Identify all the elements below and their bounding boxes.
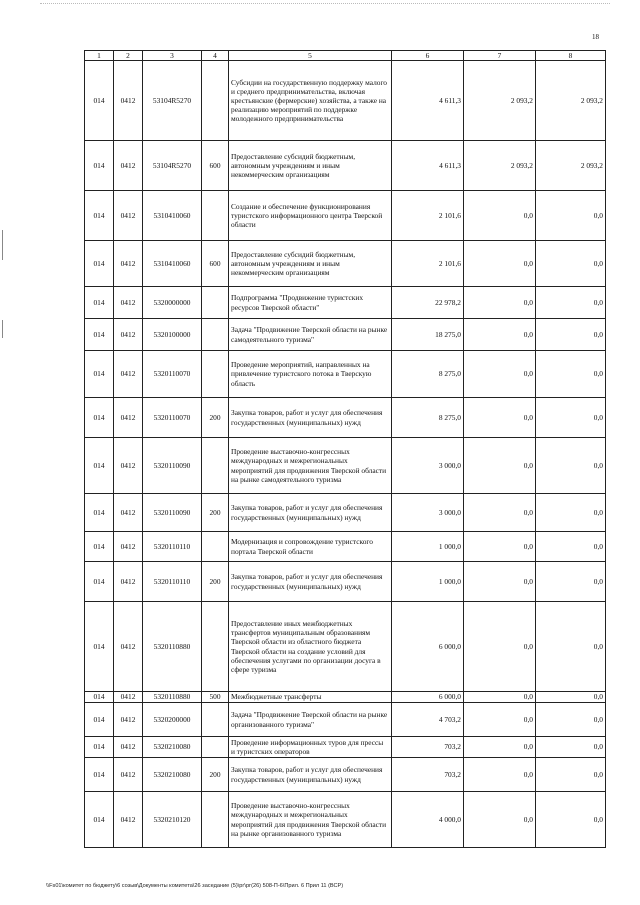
amount-cell: 4 000,0 bbox=[392, 792, 464, 848]
file-path-footer: \\Fs01\комитет по бюджету\6 созыв\Документы комитета\26 заседание (5)\рг\рг(26) 508-П-6\Прил. 6 Прил 11 (ВСР) bbox=[46, 883, 344, 889]
code-cell: 014 bbox=[85, 287, 114, 319]
code-cell: 014 bbox=[85, 562, 114, 602]
amount-cell: 0,0 bbox=[536, 398, 606, 438]
section-cell: 0412 bbox=[114, 792, 143, 848]
target-article-cell: 53104R5270 bbox=[143, 61, 202, 141]
amount-cell: 0,0 bbox=[536, 532, 606, 562]
target-article-cell: 5320110090 bbox=[143, 438, 202, 494]
section-cell: 0412 bbox=[114, 758, 143, 792]
code-cell: 014 bbox=[85, 141, 114, 191]
column-number: 6 bbox=[392, 51, 464, 61]
description-cell: Создание и обеспечение функционирования туристского информационного центра Тверской области bbox=[229, 191, 392, 241]
amount-cell: 18 275,0 bbox=[392, 319, 464, 351]
scan-margin-mark bbox=[2, 230, 3, 260]
description-cell: Предоставление субсидий бюджетным, автономным учреждениям и иным некоммерческим организациям bbox=[229, 241, 392, 287]
code-cell: 014 bbox=[85, 191, 114, 241]
target-article-cell: 5320110110 bbox=[143, 532, 202, 562]
amount-cell: 0,0 bbox=[536, 241, 606, 287]
code-cell: 014 bbox=[85, 703, 114, 737]
section-cell: 0412 bbox=[114, 494, 143, 532]
amount-cell: 0,0 bbox=[464, 351, 536, 398]
expense-type-cell bbox=[202, 703, 229, 737]
amount-cell: 0,0 bbox=[464, 241, 536, 287]
section-cell: 0412 bbox=[114, 287, 143, 319]
target-article-cell: 5320110880 bbox=[143, 602, 202, 692]
section-cell: 0412 bbox=[114, 438, 143, 494]
target-article-cell: 5320110110 bbox=[143, 562, 202, 602]
amount-cell: 0,0 bbox=[536, 287, 606, 319]
code-cell: 014 bbox=[85, 792, 114, 848]
code-cell: 014 bbox=[85, 532, 114, 562]
table-row bbox=[85, 562, 606, 602]
expense-type-cell bbox=[202, 61, 229, 141]
description-cell: Задача "Продвижение Тверской области на рынке самодеятельного туризма" bbox=[229, 319, 392, 351]
amount-cell: 0,0 bbox=[464, 758, 536, 792]
amount-cell: 6 000,0 bbox=[392, 692, 464, 703]
amount-cell: 0,0 bbox=[536, 737, 606, 758]
description-cell: Закупка товаров, работ и услуг для обеспечения государственных (муниципальных) нужд bbox=[229, 398, 392, 438]
code-cell: 014 bbox=[85, 351, 114, 398]
table-row bbox=[85, 141, 606, 191]
expense-type-cell bbox=[202, 191, 229, 241]
expense-type-cell: 200 bbox=[202, 758, 229, 792]
target-article-cell: 5320110070 bbox=[143, 398, 202, 438]
section-cell: 0412 bbox=[114, 602, 143, 692]
amount-cell: 1 000,0 bbox=[392, 532, 464, 562]
amount-cell: 0,0 bbox=[464, 532, 536, 562]
code-cell: 014 bbox=[85, 61, 114, 141]
code-cell: 014 bbox=[85, 692, 114, 703]
table-row bbox=[85, 692, 606, 703]
expense-type-cell: 200 bbox=[202, 398, 229, 438]
code-cell: 014 bbox=[85, 737, 114, 758]
table-row bbox=[85, 61, 606, 141]
amount-cell: 0,0 bbox=[536, 792, 606, 848]
scan-artifact-line bbox=[40, 3, 610, 4]
amount-cell: 0,0 bbox=[464, 319, 536, 351]
expense-type-cell bbox=[202, 319, 229, 351]
target-article-cell: 5310410060 bbox=[143, 191, 202, 241]
section-cell: 0412 bbox=[114, 351, 143, 398]
amount-cell: 2 101,6 bbox=[392, 191, 464, 241]
expense-type-cell bbox=[202, 438, 229, 494]
amount-cell: 0,0 bbox=[536, 602, 606, 692]
amount-cell: 0,0 bbox=[464, 792, 536, 848]
description-cell: Предоставление субсидий бюджетным, автономным учреждениям и иным некоммерческим организациям bbox=[229, 141, 392, 191]
amount-cell: 2 093,2 bbox=[464, 61, 536, 141]
target-article-cell: 5310410060 bbox=[143, 241, 202, 287]
amount-cell: 4 611,3 bbox=[392, 141, 464, 191]
target-article-cell: 5320110070 bbox=[143, 351, 202, 398]
target-article-cell: 5320200000 bbox=[143, 703, 202, 737]
column-number: 3 bbox=[143, 51, 202, 61]
target-article-cell: 5320110090 bbox=[143, 494, 202, 532]
table-row bbox=[85, 737, 606, 758]
amount-cell: 0,0 bbox=[464, 703, 536, 737]
table-row bbox=[85, 758, 606, 792]
expense-type-cell: 600 bbox=[202, 241, 229, 287]
expense-type-cell: 200 bbox=[202, 494, 229, 532]
expense-type-cell: 600 bbox=[202, 141, 229, 191]
code-cell: 014 bbox=[85, 494, 114, 532]
column-number: 2 bbox=[114, 51, 143, 61]
code-cell: 014 bbox=[85, 758, 114, 792]
amount-cell: 0,0 bbox=[536, 703, 606, 737]
section-cell: 0412 bbox=[114, 398, 143, 438]
table-row bbox=[85, 351, 606, 398]
description-cell: Закупка товаров, работ и услуг для обеспечения государственных (муниципальных) нужд bbox=[229, 494, 392, 532]
amount-cell: 0,0 bbox=[536, 438, 606, 494]
description-cell: Закупка товаров, работ и услуг для обеспечения государственных (муниципальных) нужд bbox=[229, 562, 392, 602]
amount-cell: 0,0 bbox=[464, 398, 536, 438]
section-cell: 0412 bbox=[114, 319, 143, 351]
description-cell: Проведение мероприятий, направленных на привлечение туристского потока в Тверскую область bbox=[229, 351, 392, 398]
section-cell: 0412 bbox=[114, 241, 143, 287]
page-number: 18 bbox=[592, 33, 599, 41]
amount-cell: 1 000,0 bbox=[392, 562, 464, 602]
table-row bbox=[85, 532, 606, 562]
amount-cell: 0,0 bbox=[536, 692, 606, 703]
amount-cell: 4 611,3 bbox=[392, 61, 464, 141]
description-cell: Проведение выставочно-конгрессных международных и межрегиональных мероприятий для продвижения Тверской области на рынке организованного туризма bbox=[229, 792, 392, 848]
expense-type-cell bbox=[202, 602, 229, 692]
amount-cell: 0,0 bbox=[464, 692, 536, 703]
description-cell: Предоставление иных межбюджетных трансфертов муниципальным образованиям Тверской области из областного бюджета Тверской области на создание условий для обеспечения услугами по организации досуга в сфере туризма bbox=[229, 602, 392, 692]
column-number: 5 bbox=[229, 51, 392, 61]
code-cell: 014 bbox=[85, 602, 114, 692]
table-row bbox=[85, 602, 606, 692]
table-row bbox=[85, 792, 606, 848]
amount-cell: 0,0 bbox=[464, 191, 536, 241]
code-cell: 014 bbox=[85, 319, 114, 351]
amount-cell: 4 703,2 bbox=[392, 703, 464, 737]
column-number: 4 bbox=[202, 51, 229, 61]
code-cell: 014 bbox=[85, 438, 114, 494]
code-cell: 014 bbox=[85, 241, 114, 287]
amount-cell: 703,2 bbox=[392, 737, 464, 758]
target-article-cell: 5320210080 bbox=[143, 758, 202, 792]
column-number: 8 bbox=[536, 51, 606, 61]
section-cell: 0412 bbox=[114, 532, 143, 562]
section-cell: 0412 bbox=[114, 692, 143, 703]
amount-cell: 0,0 bbox=[464, 438, 536, 494]
table-row bbox=[85, 398, 606, 438]
amount-cell: 0,0 bbox=[536, 351, 606, 398]
amount-cell: 703,2 bbox=[392, 758, 464, 792]
expense-type-cell: 500 bbox=[202, 692, 229, 703]
amount-cell: 3 000,0 bbox=[392, 494, 464, 532]
target-article-cell: 53104R5270 bbox=[143, 141, 202, 191]
amount-cell: 0,0 bbox=[464, 287, 536, 319]
description-cell: Проведение информационных туров для прессы и туристских операторов bbox=[229, 737, 392, 758]
amount-cell: 0,0 bbox=[464, 562, 536, 602]
description-cell: Задача "Продвижение Тверской области на рынке организованного туризма" bbox=[229, 703, 392, 737]
amount-cell: 0,0 bbox=[536, 319, 606, 351]
section-cell: 0412 bbox=[114, 562, 143, 602]
amount-cell: 2 101,6 bbox=[392, 241, 464, 287]
table-row bbox=[85, 191, 606, 241]
amount-cell: 6 000,0 bbox=[392, 602, 464, 692]
table-row bbox=[85, 438, 606, 494]
description-cell: Подпрограмма "Продвижение туристских ресурсов Тверской области" bbox=[229, 287, 392, 319]
section-cell: 0412 bbox=[114, 703, 143, 737]
expense-type-cell: 200 bbox=[202, 562, 229, 602]
code-cell: 014 bbox=[85, 398, 114, 438]
section-cell: 0412 bbox=[114, 737, 143, 758]
amount-cell: 8 275,0 bbox=[392, 398, 464, 438]
target-article-cell: 5320210080 bbox=[143, 737, 202, 758]
amount-cell: 0,0 bbox=[464, 737, 536, 758]
table-row bbox=[85, 494, 606, 532]
target-article-cell: 5320210120 bbox=[143, 792, 202, 848]
target-article-cell: 5320100000 bbox=[143, 319, 202, 351]
section-cell: 0412 bbox=[114, 191, 143, 241]
table-row bbox=[85, 319, 606, 351]
amount-cell: 3 000,0 bbox=[392, 438, 464, 494]
expense-type-cell bbox=[202, 287, 229, 319]
amount-cell: 0,0 bbox=[536, 758, 606, 792]
budget-table bbox=[84, 50, 606, 848]
expense-type-cell bbox=[202, 737, 229, 758]
section-cell: 0412 bbox=[114, 141, 143, 191]
description-cell: Проведение выставочно-конгрессных международных и межрегиональных мероприятий для продвижения Тверской области на рынке самодеятельного туризма bbox=[229, 438, 392, 494]
amount-cell: 2 093,2 bbox=[536, 141, 606, 191]
amount-cell: 0,0 bbox=[536, 494, 606, 532]
amount-cell: 2 093,2 bbox=[536, 61, 606, 141]
expense-type-cell bbox=[202, 351, 229, 398]
section-cell: 0412 bbox=[114, 61, 143, 141]
amount-cell: 0,0 bbox=[464, 602, 536, 692]
column-number: 1 bbox=[85, 51, 114, 61]
column-number: 7 bbox=[464, 51, 536, 61]
description-cell: Закупка товаров, работ и услуг для обеспечения государственных (муниципальных) нужд bbox=[229, 758, 392, 792]
table-row bbox=[85, 241, 606, 287]
column-number-row bbox=[85, 51, 606, 61]
amount-cell: 0,0 bbox=[536, 191, 606, 241]
amount-cell: 2 093,2 bbox=[464, 141, 536, 191]
table-row bbox=[85, 287, 606, 319]
amount-cell: 0,0 bbox=[536, 562, 606, 602]
amount-cell: 22 978,2 bbox=[392, 287, 464, 319]
description-cell: Межбюджетные трансферты bbox=[229, 692, 392, 703]
expense-type-cell bbox=[202, 532, 229, 562]
amount-cell: 0,0 bbox=[464, 494, 536, 532]
scan-margin-mark bbox=[2, 320, 3, 338]
table-row bbox=[85, 703, 606, 737]
target-article-cell: 5320000000 bbox=[143, 287, 202, 319]
expense-type-cell bbox=[202, 792, 229, 848]
description-cell: Субсидии на государственную поддержку малого и среднего предпринимательства, включая крестьянские (фермерские) хозяйства, а также на реализацию мероприятий по поддержке молодежного предпринимательства bbox=[229, 61, 392, 141]
target-article-cell: 5320110880 bbox=[143, 692, 202, 703]
amount-cell: 8 275,0 bbox=[392, 351, 464, 398]
description-cell: Модернизация и сопровождение туристского портала Тверской области bbox=[229, 532, 392, 562]
